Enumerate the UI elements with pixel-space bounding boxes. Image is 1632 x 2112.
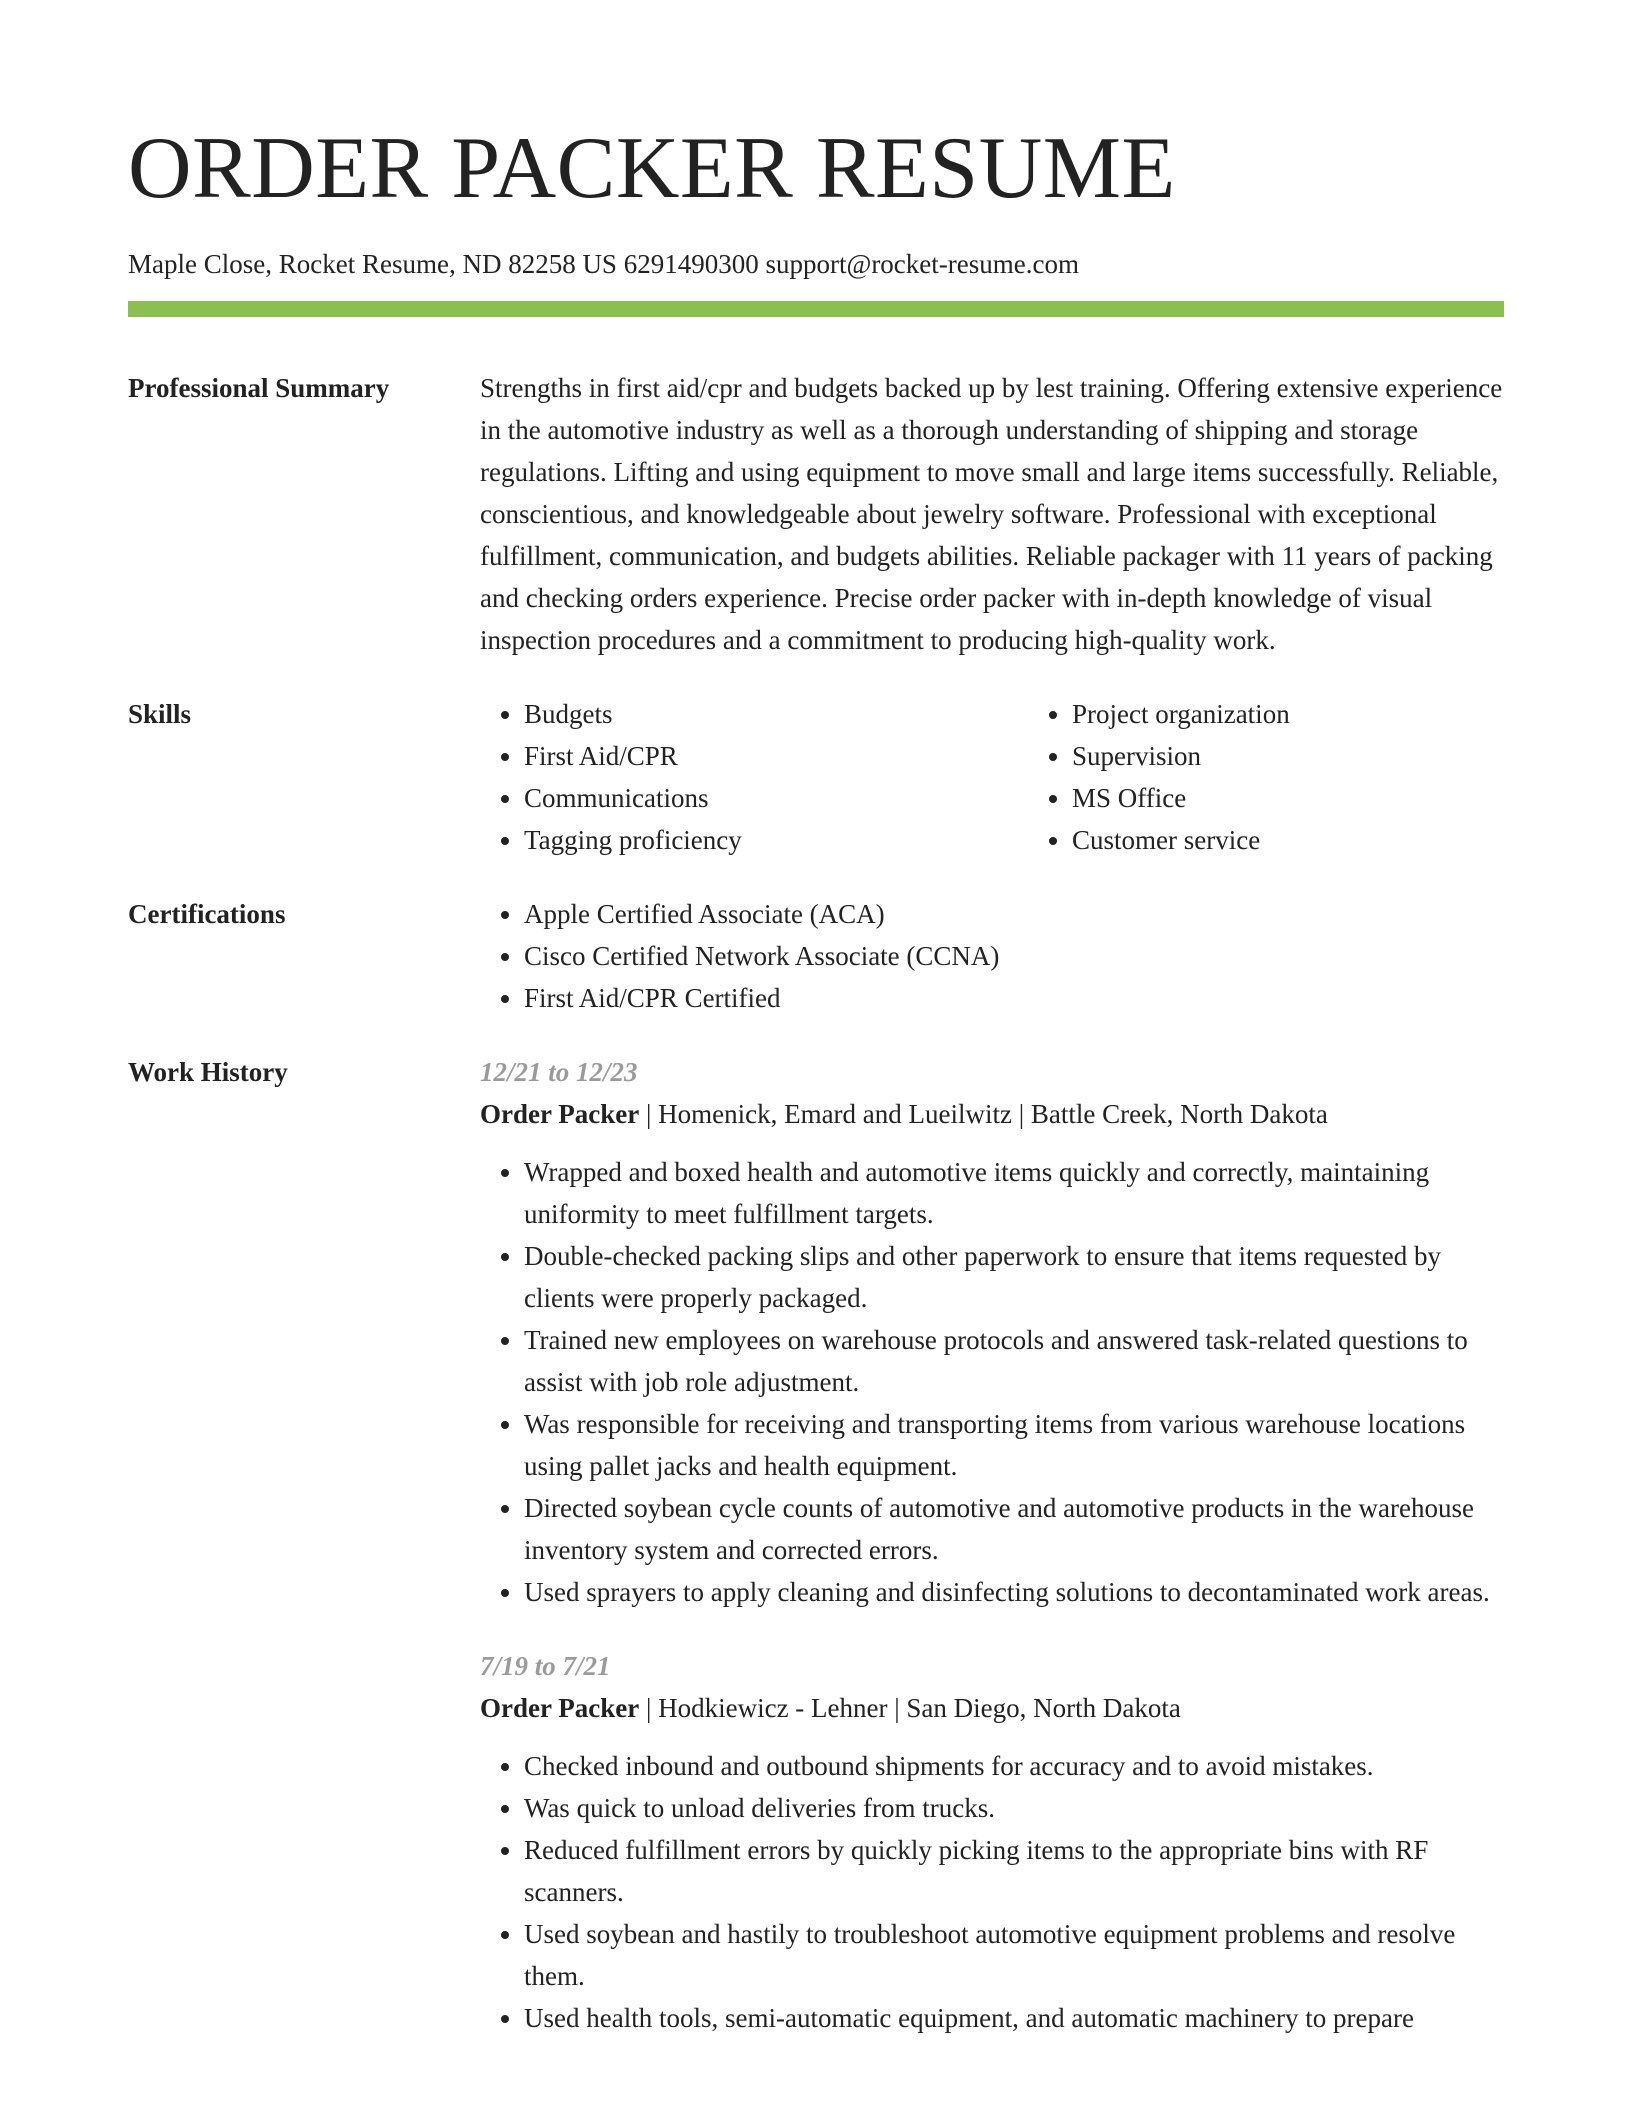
- job-bullet: • Was responsible for receiving and transporting items from various warehouse locations using pallet jacks and health equipment.: [524, 1403, 1504, 1487]
- skill-item: • Project organization: [1072, 693, 1576, 735]
- job-bullet: • Directed soybean cycle counts of automotive and automotive products in the warehouse inventory system and corrected errors.: [524, 1487, 1504, 1571]
- job-heading: [480, 1093, 1504, 1135]
- certifications-list: [480, 893, 1504, 1019]
- summary-body: [480, 367, 1504, 661]
- job-employer-location: | Homenick, Emard and Lueilwitz | Battle Creek, North Dakota: [639, 1099, 1328, 1129]
- skill-item: • Budgets: [524, 693, 1028, 735]
- job-bullets: [480, 1151, 1504, 1613]
- work-history-body: [480, 1051, 1504, 2039]
- job-bullet: • Wrapped and boxed health and automotive items quickly and correctly, maintaining uniformity to meet fulfillment targets.: [524, 1151, 1504, 1235]
- job-entry: [480, 1051, 1504, 1613]
- job-bullet: • Reduced fulfillment errors by quickly picking items to the appropriate bins with RF scanners.: [524, 1829, 1504, 1913]
- job-bullets: [480, 1745, 1504, 2039]
- skills-list-left: [480, 693, 1028, 861]
- section-label-certifications: Certifications: [128, 899, 286, 929]
- job-entry: [480, 1645, 1504, 2039]
- job-bullet: • Used soybean and hastily to troubleshoot automotive equipment problems and resolve them.: [524, 1913, 1504, 1997]
- certification-item: • Cisco Certified Network Associate (CCNA): [524, 935, 1504, 977]
- skill-item: • Communications: [524, 777, 1028, 819]
- certifications-body: [480, 893, 1504, 1019]
- resume-title: ORDER PACKER RESUME: [128, 120, 1176, 217]
- skills-columns: [480, 693, 1576, 861]
- skill-item: • Supervision: [1072, 735, 1576, 777]
- job-title: Order Packer: [480, 1099, 640, 1129]
- summary-text: Strengths in first aid/cpr and budgets backed up by lest training. Offering extensive experience in the automotive industry as well as a thorough understanding of shipping and storage regulations. Lifting and using equipment to move small and large items successfully. Reliable, conscientious, and knowledgeable about jewelry software. Professional with exceptional fulfillment, communication, and budgets abilities. Reliable packager with 11 years of packing and checking orders experience. Precise order packer with in-depth knowledge of visual inspection procedures and a commitment to producing high-quality work.: [480, 373, 1503, 655]
- job-bullet: • Checked inbound and outbound shipments for accuracy and to avoid mistakes.: [524, 1745, 1504, 1787]
- certification-item: • Apple Certified Associate (ACA): [524, 893, 1504, 935]
- job-title: Order Packer: [480, 1693, 640, 1723]
- resume-page: [128, 0, 1504, 2039]
- job-bullet: • Was quick to unload deliveries from trucks.: [524, 1787, 1504, 1829]
- accent-divider: [128, 301, 1504, 317]
- skill-item: • Tagging proficiency: [524, 819, 1028, 861]
- skill-item: • Customer service: [1072, 819, 1576, 861]
- section-label-summary: Professional Summary: [128, 373, 390, 403]
- job-dates: 12/21 to 12/23: [480, 1057, 638, 1087]
- job-bullet: • Used health tools, semi-automatic equipment, and automatic machinery to prepare: [524, 1997, 1504, 2039]
- certifications-section: [128, 893, 1504, 1019]
- skills-list-right: [1028, 693, 1576, 861]
- skills-body: [480, 693, 1576, 861]
- work-history-section: [128, 1051, 1504, 2039]
- summary-section: [128, 367, 1504, 661]
- skill-item: • MS Office: [1072, 777, 1576, 819]
- job-dates: 7/19 to 7/21: [480, 1651, 611, 1681]
- job-bullet: • Used sprayers to apply cleaning and disinfecting solutions to decontaminated work areas.: [524, 1571, 1504, 1613]
- contact-line: Maple Close, Rocket Resume, ND 82258 US 6291490300 support@rocket-resume.com: [128, 249, 1079, 279]
- job-employer-location: | Hodkiewicz - Lehner | San Diego, North Dakota: [639, 1693, 1181, 1723]
- job-heading: [480, 1687, 1504, 1729]
- section-label-skills: Skills: [128, 699, 192, 729]
- section-label-work-history: Work History: [128, 1057, 288, 1087]
- job-bullet: • Double-checked packing slips and other paperwork to ensure that items requested by clients were properly packaged.: [524, 1235, 1504, 1319]
- job-bullet: • Trained new employees on warehouse protocols and answered task-related questions to assist with job role adjustment.: [524, 1319, 1504, 1403]
- skills-section: [128, 693, 1504, 861]
- skill-item: • First Aid/CPR: [524, 735, 1028, 777]
- certification-item: • First Aid/CPR Certified: [524, 977, 1504, 1019]
